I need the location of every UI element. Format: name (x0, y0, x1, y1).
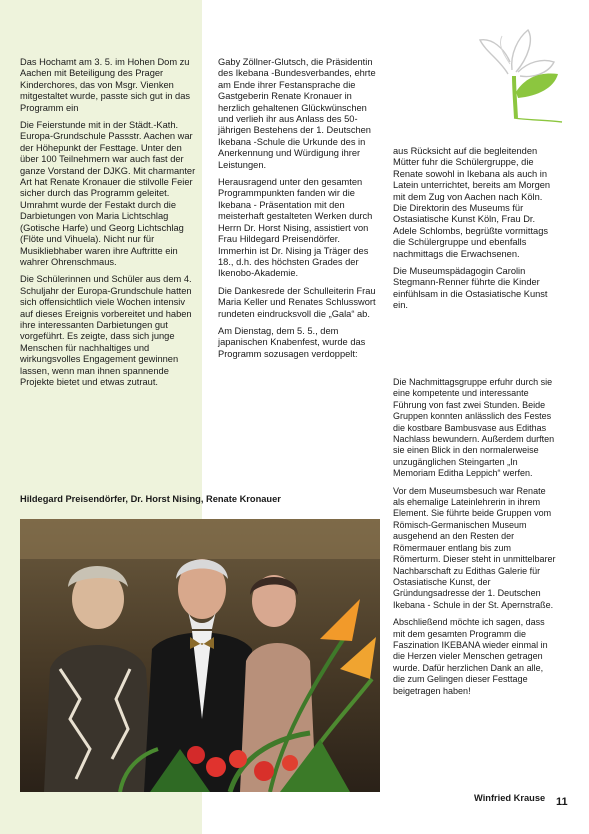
article-column-1 (20, 57, 196, 394)
paragraph: aus Rücksicht auf die begleitenden Mütter fuhr die Schülergruppe, die Renate sowohl in Ikebana als auch in Latein unterrichtet, bereits am Morgen mit dem Zug von Aachen nach Köln. Die Direktorin des Museums für Ostasiatische Kunst Köln, Frau Dr. Adele Schlombs, begrüßte vormittags die Schülergruppe und ebenfalls nachmittags die Erwachsenen. (393, 146, 551, 259)
paragraph: Die Nachmittagsgruppe erfuhr durch sie eine kompetente und interessante Führung von fast zwei Stunden. Beide Gruppen konnten anlässlich des Festes die kostbare Bambusvase aus Edithas Nachlass bewundern. Außerdem durften sie einen Blick in den normalerweise unzugänglichen Steingarten „In Memoriam Editha Leppich“ werfen. (393, 377, 555, 479)
photo-caption: Hildegard Preisendörfer, Dr. Horst Nising, Renate Kronauer (20, 494, 281, 504)
article-column-2 (218, 57, 376, 366)
paragraph: Abschließend möchte ich sagen, dass mit dem gesamten Programm die Faszination IKEBANA wieder einmal in die Herzen vieler Menschen getragen wurde. Dafür herzlichen Dank an alle, die zum Gelingen dieser Festtage beigetragen haben! (393, 617, 548, 696)
paragraph: Gaby Zöllner-Glutsch, die Präsidentin des Ikebana -Bundesverbandes, ehrte am Ende ihrer Festansprache die Gastgeberin Renate Kronauer in herzlich gehaltenen Glückwünschen und verlieh ihr aus Anlass des 50-jährigen Bestehens der 1. Deutschen Ikebana -Schule die Urkunde des in Anerkennung und Würdigung ihrer Leistungen. (218, 57, 376, 170)
paragraph: Die Feierstunde mit in der Städt.-Kath. Europa-Grundschule Passstr. Aachen war der Höhepunkt der Festtage. Unter den über 100 Teilnehmern war auch fast der ganze Vorstand der DJKG. Mit charmanter Art hat Renate Kronauer die stilvolle Feier sicher durch das Programm geleitet. Umrahmt wurde der Festakt durch die Darbietungen von Maria Lichtschlag (Gotische Harfe) und Georg Lichtschlag (Flöte und Vihuela). Nicht nur für Musikliebhaber waren ihre Auftritte ein wahrer Ohrenschmaus. (20, 120, 196, 267)
ikebana-logo-icon (462, 22, 572, 126)
paragraph: Das Hochamt am 3. 5. im Hohen Dom zu Aachen mit Beteiligung des Prager Kinderchores, das von Msgr. Vienken mitgestaltet wurde, passte sich gut in das Programm ein (20, 57, 191, 113)
paragraph: Am Dienstag, dem 5. 5., dem japanischen Knabenfest, wurde das Programm sozusagen verdoppelt: (218, 325, 366, 359)
paragraph: Die Schülerinnen und Schüler aus dem 4. Schuljahr der Europa-Grundschule hatten sich offensichtlich viele Wochen intensiv auf dieses Ereignis vorbereitet und haben ihre interessanten Darbietungen gut vorgeführt. Es zeigte, dass sich junge Menschen für nachhaltiges und wirkungsvolles Engagement gewinnen lassen, wenn man ihnen spannende Projekte bietet und etwas zutraut. (20, 274, 192, 387)
paragraph: Die Museumspädagogin Carolin Stegmann-Renner führte die Kinder einfühlsam in die Ostasiatische Kunst ein. (393, 266, 548, 311)
article-column-3-lower (393, 377, 557, 703)
paragraph: Vor dem Museumsbesuch war Renate als ehemalige Lateinlehrerin in ihrem Element. Sie führte beide Gruppen vom Römisch-Germanischen Museum ausgehend an den Resten der Römermauer entlang bis zum Römerturm. Dieser steht in unmittelbarer Nachbarschaft zu Edithas Galerie für Ostasiatische Kunst, der Gründungsadresse der 1. Deutschen Ikebana - Schule in der St. Apernstraße. (393, 485, 556, 610)
page-number: 11 (556, 796, 568, 808)
article-column-3 (393, 146, 557, 318)
author-name: Winfried Krause (474, 793, 546, 803)
paragraph: Herausragend unter den gesamten Programmpunkten fanden wir die Ikebana - Präsentation mit den meisterhaft gestalteten Werken durch Herrn Dr. Horst Nising, assistiert von Frau Hildegard Preisendörfer. Immerhin ist Dr. Nising ja Träger des 18., d.h. des höchsten Grades der Ikenobo-Akademie. (218, 177, 373, 279)
paragraph: Die Dankesrede der Schulleiterin Frau Maria Keller und Renates Schlusswort rundeten eindrucksvoll die „Gala“ ab. (218, 285, 376, 319)
group-photo (20, 519, 380, 792)
